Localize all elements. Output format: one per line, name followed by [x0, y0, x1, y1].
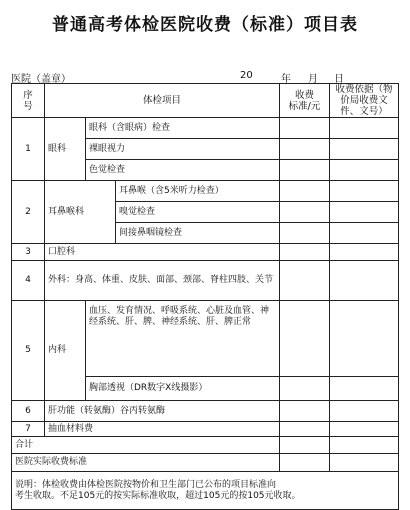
- fee-cell: [280, 223, 330, 244]
- standard-row: [12, 454, 399, 472]
- row-seq: 3: [12, 244, 45, 261]
- row-item: 裸眼视力: [86, 139, 280, 160]
- fee-cell: [280, 244, 330, 261]
- basis-cell: [330, 401, 399, 422]
- basis-cell: [330, 181, 399, 202]
- table-row: [12, 422, 399, 437]
- row-seq: 1: [12, 118, 45, 181]
- month-label: 月: [308, 74, 318, 85]
- basis-cell: [330, 244, 399, 261]
- standard-label: 医院实际收费标准: [12, 454, 280, 472]
- row-category: 耳鼻喉科: [45, 181, 116, 244]
- fee-cell: [280, 422, 330, 437]
- fee-cell: [280, 454, 330, 472]
- basis-cell: [330, 377, 399, 401]
- year-prefix: 20: [240, 70, 253, 81]
- row-item: 眼科（含眼病）检查: [86, 118, 280, 139]
- year-label: 年: [281, 74, 291, 85]
- fee-cell: [280, 401, 330, 422]
- fee-table: [11, 83, 399, 510]
- table-row: [12, 118, 399, 139]
- hospital-stamp-label: 医院（盖章）: [11, 74, 71, 85]
- basis-cell: [330, 139, 399, 160]
- basis-cell: [330, 437, 399, 454]
- row-seq: 4: [12, 261, 45, 301]
- col-header-seq: 序 号: [12, 84, 45, 118]
- row-item: 抽血材料费: [45, 422, 280, 437]
- row-item: 耳鼻喉（含5米听力检查）: [116, 181, 280, 202]
- basis-cell: [330, 118, 399, 139]
- col-header-item: 体检项目: [45, 84, 280, 118]
- row-item: 嗅觉检查: [116, 202, 280, 223]
- total-label: 合计: [12, 437, 280, 454]
- table-row: [12, 301, 399, 377]
- fee-cell: [280, 261, 330, 301]
- row-seq: 7: [12, 422, 45, 437]
- row-item: 色觉检查: [86, 160, 280, 181]
- row-seq: 6: [12, 401, 45, 422]
- basis-cell: [330, 202, 399, 223]
- fee-cell: [280, 139, 330, 160]
- row-category: 眼科: [45, 118, 86, 181]
- basis-cell: [330, 454, 399, 472]
- row-item: 口腔科: [45, 244, 280, 261]
- day-label: 日: [334, 74, 344, 85]
- basis-cell: [330, 160, 399, 181]
- form-title: 普通高考体检医院收费（标准）项目表: [52, 15, 358, 35]
- fee-cell: [280, 118, 330, 139]
- fee-cell: [280, 202, 330, 223]
- row-item: 外科：身高、体重、皮肤、面部、颈部、脊柱四肢、关节: [45, 261, 280, 301]
- basis-cell: [330, 261, 399, 301]
- row-item: 血压、发育情况、呼吸系统、心脏及血管、神经系统、肝、脾、神经系统、肝、脾正常: [86, 301, 280, 377]
- fee-cell: [280, 437, 330, 454]
- table-row: [12, 401, 399, 422]
- row-item: 间接鼻咽镜检查: [116, 223, 280, 244]
- row-seq: 2: [12, 181, 45, 244]
- note-row: [12, 472, 399, 510]
- table-row: [12, 244, 399, 261]
- total-row: [12, 437, 399, 454]
- row-category: 内科: [45, 301, 86, 401]
- fee-cell: [280, 301, 330, 377]
- row-item: 胸部透视（DR数字X线摄影）: [86, 377, 280, 401]
- col-header-fee: 收费 标准/元: [280, 84, 330, 118]
- table-row: [12, 261, 399, 301]
- note-text: 说明：体检收费由体检医院按物价和卫生部门已公布的项目标准向 考生收取。不足105元的按实际标准收取，超过105元的按105元收取。: [12, 472, 399, 510]
- basis-cell: [330, 223, 399, 244]
- fee-cell: [280, 181, 330, 202]
- col-header-basis: 收费依据（物 价局收费文 件、文号）: [330, 84, 399, 118]
- basis-cell: [330, 422, 399, 437]
- fee-cell: [280, 160, 330, 181]
- header-row: [12, 84, 399, 118]
- row-seq: 5: [12, 301, 45, 401]
- basis-cell: [330, 301, 399, 377]
- fee-cell: [280, 377, 330, 401]
- row-item: 肝功能（转氨酶）谷丙转氨酶: [45, 401, 280, 422]
- table-row: [12, 181, 399, 202]
